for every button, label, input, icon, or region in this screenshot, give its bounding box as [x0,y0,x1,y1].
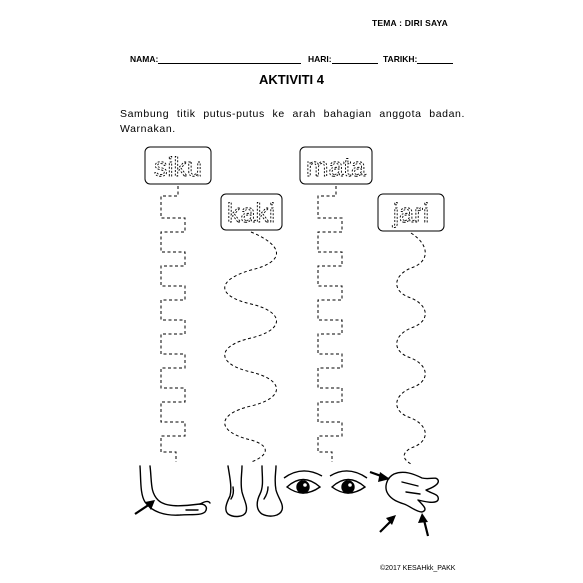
trace-path-mata[interactable] [318,186,342,462]
activity-title: AKTIVITI 4 [258,72,324,87]
day-label: HARI: [308,54,332,64]
eyes-picture [284,471,367,493]
date-label: TARIKH: [383,54,418,64]
instruction-text: Sambung titik putus-putus ke arah bahagian anggota badan. Warnakan. [120,108,465,135]
word-kaki: kaki [226,198,276,228]
arrow-icon [370,472,428,536]
trace-path-kaki[interactable] [225,232,277,462]
word-mata: mata [305,152,367,182]
copyright-text: ©2017 KESAHkk_PAKK [380,565,456,572]
name-label: NAMA: [130,54,159,64]
word-jari: jari [392,198,430,228]
trace-path-siku[interactable] [161,186,185,462]
word-siku: siku [153,152,203,182]
feet-picture [226,466,283,516]
hand-picture [386,472,438,512]
trace-path-jari[interactable] [397,233,426,464]
theme-label: TEMA : DIRI SAYA [372,18,448,28]
